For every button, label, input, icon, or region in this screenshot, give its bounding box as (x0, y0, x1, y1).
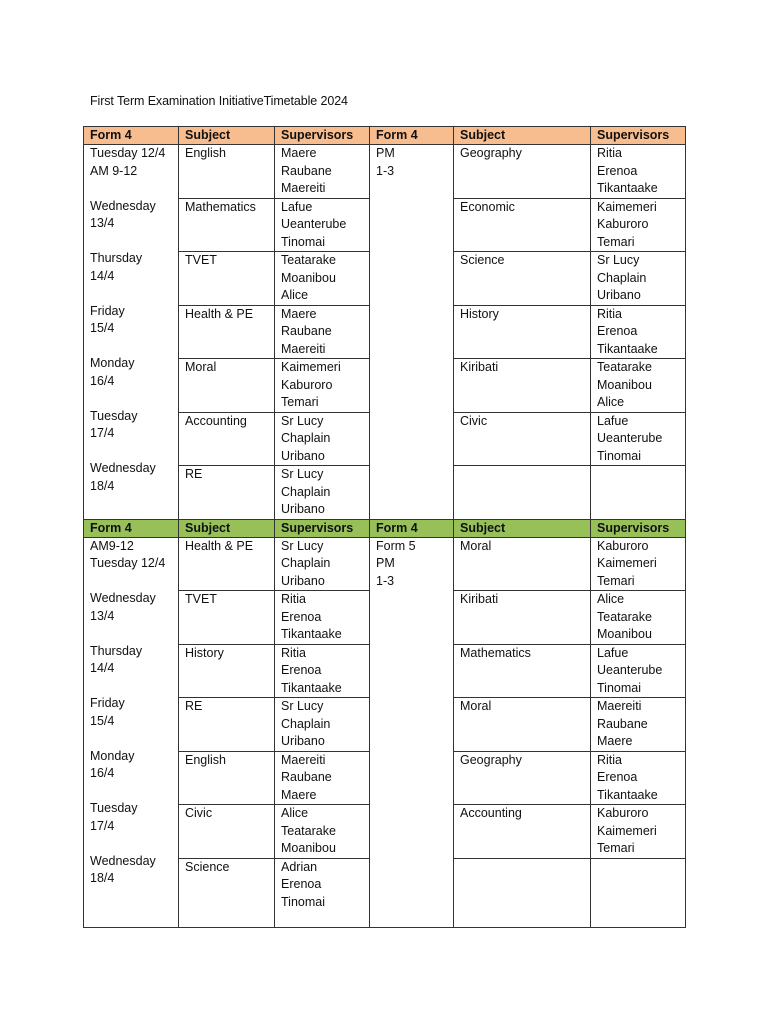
exam-day-line: 14/4 (90, 661, 115, 675)
header-supervisors: Supervisors (275, 519, 370, 537)
subject-cell (454, 698, 591, 752)
supervisors-cell-line: Tikantaake (281, 680, 342, 695)
subject-cell-text: Science (185, 859, 230, 874)
supervisors-cell-line: Erenoa (597, 163, 638, 178)
exam-day-line: Monday (90, 356, 135, 370)
supervisors-cell (275, 198, 370, 252)
subject-cell-text: History (185, 645, 224, 660)
supervisors-cell (275, 537, 370, 591)
supervisors-cell-line: Teatarake (281, 253, 336, 267)
supervisors-cell (591, 805, 686, 859)
supervisors-cell-line: Kaimemeri (597, 556, 657, 570)
exam-day-line: Friday (90, 696, 125, 710)
exam-day-line: Tuesday (90, 408, 138, 423)
supervisors-cell-line: Raubane (281, 770, 332, 784)
subject-cell-text: Health & PE (185, 538, 254, 553)
subject-cell (179, 591, 275, 645)
supervisors-cell-line: Adrian (281, 859, 318, 874)
subject-cell-text: TVET (185, 253, 217, 267)
supervisors-cell-line: Alice (281, 288, 309, 302)
supervisors-cell (275, 252, 370, 306)
supervisors-cell-line: Sr Lucy (281, 413, 324, 428)
supervisors-cell-line: Uribano (281, 734, 325, 748)
supervisors-cell-line: Erenoa (597, 324, 638, 338)
supervisors-cell-line: Maere (281, 146, 317, 160)
subject-cell-text: Health & PE (185, 306, 254, 321)
subject-cell (179, 805, 275, 859)
subject-cell-text: Economic (460, 199, 515, 214)
exam-day-line: AM9-12 (90, 538, 134, 553)
supervisors-cell (275, 591, 370, 645)
supervisors-cell (275, 305, 370, 359)
supervisors-cell-line: Teatarake (597, 360, 652, 374)
session-time-cell-line: Form 5 (376, 538, 416, 553)
session-time-cell (370, 537, 454, 927)
subject-cell-text: RE (185, 699, 203, 713)
subject-cell-text: English (185, 752, 226, 767)
supervisors-cell (591, 644, 686, 698)
supervisors-cell (275, 466, 370, 520)
supervisors-cell (275, 858, 370, 927)
subject-cell (454, 537, 591, 591)
supervisors-cell-line: Kaburoro (281, 377, 333, 392)
supervisors-cell-line: Maere (281, 306, 317, 321)
exam-day-line: Tuesday 12/4 (90, 146, 166, 160)
supervisors-cell-line: Sr Lucy (597, 253, 640, 267)
supervisors-cell-line: Tikantaake (597, 787, 658, 802)
supervisors-cell-line: Chaplain (281, 484, 331, 499)
supervisors-cell-line: Lafue (597, 645, 629, 660)
header-supervisors: Supervisors (275, 127, 370, 145)
subject-cell-text: Kiribati (460, 592, 499, 606)
supervisors-cell-line: Moanibou (597, 627, 652, 641)
header-form: Form 4 (84, 519, 179, 537)
supervisors-cell-line: Lafue (597, 413, 629, 428)
supervisors-cell-line: Chaplain (597, 270, 647, 285)
subject-cell (454, 412, 591, 466)
supervisors-cell-line: Moanibou (281, 841, 336, 855)
section1-header-row (84, 127, 686, 145)
supervisors-cell (275, 805, 370, 859)
supervisors-cell-line: Maere (281, 787, 317, 802)
header-subject: Subject (454, 519, 591, 537)
supervisors-cell-line: Raubane (281, 163, 332, 178)
exam-day-line: AM 9-12 (90, 163, 138, 178)
supervisors-cell (275, 644, 370, 698)
supervisors-cell-line: Ritia (281, 645, 307, 660)
supervisors-cell-line: Chaplain (281, 431, 331, 445)
supervisors-cell (591, 145, 686, 199)
supervisors-cell-line: Temari (281, 395, 319, 409)
subject-cell (179, 412, 275, 466)
subject-cell (454, 858, 591, 927)
supervisors-cell-line: Ritia (597, 146, 623, 160)
exam-day (90, 408, 172, 443)
subject-cell-text: Science (460, 253, 505, 267)
session-time-cell (370, 145, 454, 520)
supervisors-cell-line: Erenoa (597, 770, 638, 784)
supervisors-cell-line: Alice (597, 592, 625, 606)
supervisors-cell-line: Tinomai (281, 894, 325, 909)
exam-day-line: Tuesday 12/4 (90, 556, 166, 570)
header-supervisors: Supervisors (591, 127, 686, 145)
supervisors-cell-line: Kaimemeri (597, 823, 657, 838)
exam-day-line: Wednesday (90, 461, 156, 475)
exam-day-line: 15/4 (90, 321, 115, 335)
exam-day-line: Monday (90, 748, 135, 763)
subject-cell (179, 858, 275, 927)
supervisors-cell (591, 751, 686, 805)
exam-day-line: 15/4 (90, 713, 115, 728)
supervisors-cell-line: Temari (597, 573, 635, 588)
supervisors-cell-line: Kaimemeri (597, 199, 657, 214)
table-row (84, 145, 686, 199)
supervisors-cell-line: Uribano (597, 288, 641, 302)
subject-cell (454, 466, 591, 520)
subject-cell-text: TVET (185, 592, 217, 606)
table-row (84, 537, 686, 591)
supervisors-cell-line: Temari (597, 234, 635, 249)
supervisors-cell-line: Uribano (281, 502, 325, 516)
supervisors-cell-line: Ritia (281, 592, 307, 606)
days-cell (84, 537, 179, 927)
subject-cell (179, 537, 275, 591)
supervisors-cell (275, 359, 370, 413)
exam-day-line: 18/4 (90, 871, 115, 885)
supervisors-cell-line: Teatarake (281, 823, 336, 838)
supervisors-cell-line: Sr Lucy (281, 699, 324, 713)
subject-cell-text: Kiribati (460, 360, 499, 374)
exam-day (90, 145, 172, 180)
subject-cell (179, 252, 275, 306)
days-cell (84, 145, 179, 520)
exam-day (90, 355, 172, 390)
exam-day-line: Thursday (90, 251, 143, 265)
supervisors-cell (275, 412, 370, 466)
supervisors-cell-line: Teatarake (597, 609, 652, 624)
session-time-cell-line: PM (376, 146, 395, 160)
exam-day (90, 748, 172, 783)
supervisors-cell-line: Tinomai (281, 234, 325, 249)
supervisors-cell-line: Lafue (281, 199, 313, 214)
exam-day (90, 460, 172, 495)
subject-cell (179, 145, 275, 199)
exam-day-line: Wednesday (90, 853, 156, 868)
subject-cell-text: Civic (460, 413, 488, 428)
supervisors-cell-line: Raubane (597, 716, 648, 731)
supervisors-cell-line: Tikantaake (281, 627, 342, 641)
exam-day-line: 16/4 (90, 766, 115, 780)
exam-day-line: Friday (90, 303, 125, 318)
subject-cell-text: RE (185, 467, 203, 481)
exam-day (90, 250, 172, 285)
exam-day-line: 13/4 (90, 216, 115, 230)
session-time-cell-line: PM (376, 556, 395, 570)
subject-cell-text: Geography (460, 752, 522, 767)
supervisors-cell-line: Chaplain (281, 556, 331, 570)
subject-cell-text: English (185, 146, 226, 160)
document-title: First Term Examination InitiativeTimetable 2024 (90, 94, 348, 108)
header-subject: Subject (454, 127, 591, 145)
subject-cell-text: Geography (460, 146, 522, 160)
supervisors-cell-line: Uribano (281, 448, 325, 463)
exam-day-line: Tuesday (90, 801, 138, 815)
supervisors-cell-line: Alice (281, 806, 309, 820)
subject-cell (454, 145, 591, 199)
supervisors-cell-line: Maereiti (281, 341, 326, 356)
exam-day-line: Wednesday (90, 591, 156, 605)
supervisors-cell-line: Moanibou (281, 270, 336, 285)
exam-day (90, 590, 172, 625)
subject-cell (454, 644, 591, 698)
supervisors-cell-line: Ritia (597, 306, 623, 321)
supervisors-cell-line: Erenoa (281, 663, 322, 677)
subject-cell (454, 805, 591, 859)
supervisors-cell (591, 359, 686, 413)
supervisors-cell-line: Maereiti (597, 699, 642, 713)
subject-cell-text: Civic (185, 806, 213, 820)
subject-cell-text: Moral (460, 699, 492, 713)
supervisors-cell-line: Moanibou (597, 377, 652, 392)
subject-cell (179, 751, 275, 805)
subject-cell-text: Moral (460, 538, 492, 553)
subject-cell (454, 198, 591, 252)
exam-day (90, 643, 172, 678)
supervisors-cell-line: Maereiti (281, 752, 326, 767)
session-time-cell-line: 1-3 (376, 573, 395, 588)
supervisors-cell (275, 751, 370, 805)
exam-day (90, 695, 172, 730)
exam-day (90, 538, 172, 573)
supervisors-cell (591, 412, 686, 466)
exam-day (90, 800, 172, 835)
subject-cell-text: Accounting (185, 413, 247, 428)
supervisors-cell (591, 537, 686, 591)
subject-cell (179, 644, 275, 698)
supervisors-cell (275, 698, 370, 752)
supervisors-cell-line: Tikantaake (597, 341, 658, 356)
supervisors-cell (591, 698, 686, 752)
supervisors-cell-line: Raubane (281, 324, 332, 338)
session-time-cell-line: 1-3 (376, 163, 395, 178)
supervisors-cell-line: Kaburoro (597, 806, 649, 820)
header-form: Form 4 (370, 127, 454, 145)
subject-cell-text: Moral (185, 360, 217, 374)
supervisors-cell-line: Kaburoro (597, 538, 649, 553)
supervisors-cell (591, 591, 686, 645)
supervisors-cell-line: Sr Lucy (281, 538, 324, 553)
exam-day-line: 16/4 (90, 373, 115, 388)
subject-cell (179, 305, 275, 359)
header-form: Form 4 (84, 127, 179, 145)
subject-cell (454, 252, 591, 306)
supervisors-cell (275, 145, 370, 199)
supervisors-cell (591, 466, 686, 520)
exam-day (90, 198, 172, 233)
supervisors-cell-line: Erenoa (281, 609, 322, 624)
subject-cell-text: History (460, 306, 499, 321)
supervisors-cell-line: Ueanterube (597, 431, 663, 445)
supervisors-cell-line: Tinomai (597, 680, 641, 695)
subject-cell (179, 198, 275, 252)
subject-cell-text: Mathematics (460, 645, 531, 660)
subject-cell (179, 466, 275, 520)
supervisors-cell (591, 198, 686, 252)
subject-cell-text: Mathematics (185, 199, 256, 214)
supervisors-cell-line: Ueanterube (281, 217, 347, 231)
exam-timetable (83, 126, 686, 928)
supervisors-cell-line: Ritia (597, 752, 623, 767)
supervisors-cell-line: Ueanterube (597, 663, 663, 677)
supervisors-cell (591, 858, 686, 927)
subject-cell-text: Accounting (460, 806, 522, 820)
subject-cell (179, 359, 275, 413)
supervisors-cell-line: Temari (597, 841, 635, 855)
subject-cell (179, 698, 275, 752)
header-subject: Subject (179, 519, 275, 537)
supervisors-cell-line: Tikantaake (597, 181, 658, 195)
subject-cell (454, 305, 591, 359)
header-form: Form 4 (370, 519, 454, 537)
exam-day-line: 18/4 (90, 478, 115, 493)
supervisors-cell-line: Chaplain (281, 716, 331, 731)
section2-header-row (84, 519, 686, 537)
exam-day-line: Wednesday (90, 198, 156, 213)
exam-day-line: Thursday (90, 643, 143, 658)
exam-day-line: 17/4 (90, 818, 115, 833)
supervisors-cell-line: Uribano (281, 573, 325, 588)
supervisors-cell-line: Tinomai (597, 448, 641, 463)
exam-day-line: 17/4 (90, 426, 115, 440)
supervisors-cell-line: Maereiti (281, 181, 326, 195)
supervisors-cell-line: Alice (597, 395, 625, 409)
supervisors-cell-line: Erenoa (281, 877, 322, 891)
header-subject: Subject (179, 127, 275, 145)
supervisors-cell (591, 305, 686, 359)
subject-cell (454, 359, 591, 413)
header-supervisors: Supervisors (591, 519, 686, 537)
supervisors-cell-line: Kaimemeri (281, 360, 341, 374)
supervisors-cell-line: Maere (597, 734, 633, 748)
supervisors-cell (591, 252, 686, 306)
exam-day-line: 14/4 (90, 268, 115, 283)
subject-cell (454, 751, 591, 805)
exam-day (90, 303, 172, 338)
exam-day-line: 13/4 (90, 608, 115, 623)
subject-cell (454, 591, 591, 645)
supervisors-cell-line: Sr Lucy (281, 467, 324, 481)
exam-day (90, 853, 172, 888)
supervisors-cell-line: Kaburoro (597, 217, 649, 231)
